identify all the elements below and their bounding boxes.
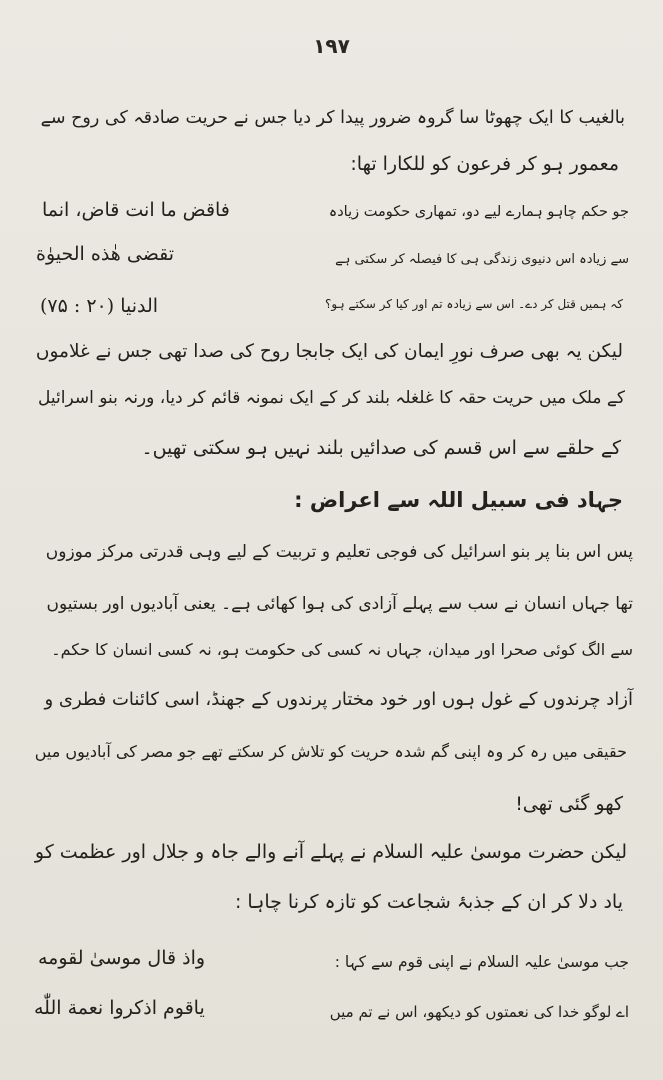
paragraph-3-line-5: حقیقی میں رہ کر وہ اپنی گم شدہ حریت کو تلاش کر سکتے تھے جو مصر کی آبادیوں میں: [34, 742, 627, 761]
paragraph-3-line-1: پس اس بنا پر بنو اسرائیل کی فوجی تعلیم و تربیت کے لیے وہی قدرتی مرکز موزوں: [45, 542, 633, 562]
paragraph-4-line-2: یاد دلا کر ان کے جذبۂ شجاعت کو تازہ کرنا چاہا :: [234, 891, 623, 913]
quote-1-translation-line-2: سے زیادہ اس دنیوی زندگی ہی کا فیصلہ کر سکتی ہے: [335, 252, 629, 267]
quote-2-translation-line-1: جب موسیٰ علیہ السلام نے اپنی قوم سے کہا :: [334, 953, 629, 971]
quote-1-arabic-line-3: الدنیا (۲۰ : ۷۵): [40, 295, 159, 317]
section-heading: جہاد فی سبیل اللہ سے اعراض :: [294, 488, 623, 512]
paragraph-3-line-6: کھو گئی تھی!: [515, 793, 623, 815]
quote-1-translation-line-1: جو حکم چاہو ہمارے لیے دو، تمھاری حکومت زیادہ: [328, 204, 629, 220]
paragraph-3-line-4: آزاد چرندوں کے غول ہوں اور خود مختار پرندوں کے جھنڈ، اسی کائنات فطری و: [44, 689, 633, 710]
paragraph-2-line-3: کے حلقے سے اس قسم کی صدائیں بلند نہیں ہو سکتی تھیں۔: [141, 437, 621, 459]
quote-2-arabic-line-2: یاقوم اذکروا نعمة اللّٰه: [34, 997, 205, 1019]
paragraph-3-line-2: تھا جہاں انسان نے سب سے پہلے آزادی کی ہوا کھائی ہے۔ یعنی آبادیوں اور بستیوں: [46, 594, 633, 614]
page-number: ۱۹۷: [313, 34, 350, 58]
paragraph-3-line-3: سے الگ کوئی صحرا اور میدان، جہاں نہ کسی کی حکومت ہو، نہ کسی انسان کا حکم۔: [51, 640, 633, 659]
quote-1-arabic-line-1: فاقض ما انت قاض، انما: [42, 199, 230, 221]
quote-2-arabic-line-1: واذ قال موسیٰ لقومه: [38, 947, 206, 969]
paragraph-1-line-1: بالغیب کا ایک چھوٹا سا گروہ ضرور پیدا کر دیا جس نے حریت صادقہ کی روح سے: [40, 108, 625, 128]
paragraph-1-line-2: معمور ہو کر فرعون کو للکارا تھا:: [350, 153, 619, 175]
paragraph-4-line-1: لیکن حضرت موسیٰ علیہ السلام نے پہلے آنے والے جاہ و جلال اور عظمت کو: [34, 841, 627, 863]
quote-1-arabic-line-2: تقضی هٰذه الحیوٰة: [36, 243, 175, 265]
quote-2-translation-line-2: اے لوگو خدا کی نعمتوں کو دیکھو، اس نے تم میں: [329, 1003, 629, 1021]
paragraph-2-line-1: لیکن یہ بھی صرف نورِ ایمان کی ایک جابجا روح کی صدا تھی جس نے غلاموں: [35, 341, 623, 362]
paragraph-2-line-2: کے ملک میں حریت حقہ کا غلغلہ بلند کر کے ایک نمونہ قائم کر دیا، ورنہ بنو اسرائیل: [37, 388, 625, 408]
quote-1-translation-line-3: کہ ہمیں قتل کر دے۔ اس سے زیادہ تم اور کیا کر سکتے ہو؟: [325, 297, 623, 311]
